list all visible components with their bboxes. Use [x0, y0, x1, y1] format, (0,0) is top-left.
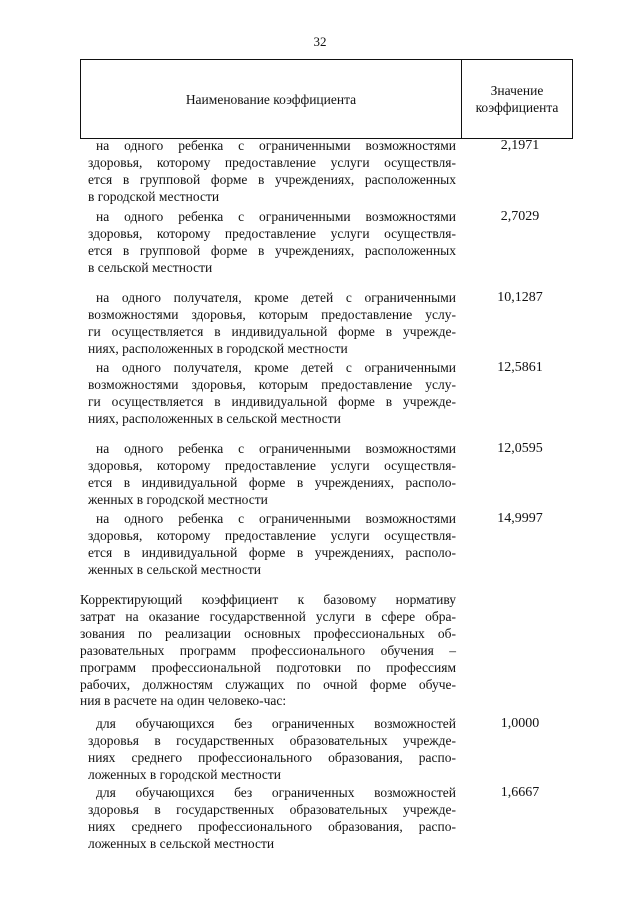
- row-value: 1,6667: [500, 785, 540, 800]
- row-value: 2,1971: [500, 138, 540, 153]
- row-value: 1,0000: [500, 716, 540, 731]
- row-value: 12,0595: [497, 441, 543, 456]
- row-description: [88, 441, 456, 509]
- text-line: возможностями здоровья, которым предоставление услу-: [88, 376, 456, 392]
- text-line: ниях, расположенных в городской местности: [88, 340, 348, 356]
- row-description: [88, 290, 456, 358]
- text-line: здоровья, которому предоставление услуги осуществля-: [88, 457, 456, 473]
- text-line: разовательных программ профессионального обучения –: [80, 642, 456, 658]
- header-value-line1: Значение: [490, 83, 544, 98]
- row-value: 2,7029: [500, 209, 540, 224]
- text-line: ния в расчете на один человеко-час:: [80, 693, 287, 709]
- header-name-column: Наименование коэффициента: [81, 60, 462, 138]
- text-line: на одного ребенка с ограниченными возможностями: [96, 441, 456, 456]
- text-line: ется в индивидуальной форме в учреждениях, располо-: [88, 474, 456, 490]
- text-line: для обучающихся без ограниченных возможностей: [96, 716, 456, 731]
- text-line: затрат на оказание государственной услуги в сфере обра-: [80, 608, 456, 624]
- text-line: ниях среднего профессионального образования, распо-: [88, 818, 456, 834]
- row-description: [88, 138, 456, 206]
- text-line: женных в сельской местности: [88, 561, 261, 577]
- row-description: [88, 716, 456, 784]
- row-description: [88, 360, 456, 428]
- text-line: в городской местности: [88, 188, 220, 204]
- row-description: [88, 209, 456, 277]
- text-line: ложенных в городской местности: [88, 766, 282, 782]
- text-line: ги осуществляется в индивидуальной форме в учрежде-: [88, 323, 456, 339]
- text-line: ется в групповой форме в учреждениях, расположенных: [88, 171, 456, 187]
- text-line: здоровья, которому предоставление услуги осуществля-: [88, 527, 456, 543]
- text-line: возможностями здоровья, которым предоставление услу-: [88, 306, 456, 322]
- row-description: [80, 592, 456, 710]
- text-line: в сельской местности: [88, 259, 213, 275]
- text-line: здоровья в государственных образовательных учрежде-: [88, 801, 456, 817]
- text-line: ложенных в сельской местности: [88, 835, 275, 851]
- text-line: женных в городской местности: [88, 491, 268, 507]
- text-line: ется в групповой форме в учреждениях, расположенных: [88, 242, 456, 258]
- text-line: ги осуществляется в индивидуальной форме в учрежде-: [88, 393, 456, 409]
- text-line: на одного получателя, кроме детей с ограниченными: [96, 290, 456, 305]
- text-line: на одного получателя, кроме детей с ограниченными: [96, 360, 456, 375]
- text-line: рабочих, должностям служащих по очной форме обуче-: [80, 676, 456, 692]
- text-line: для обучающихся без ограниченных возможностей: [96, 785, 456, 800]
- header-value-line2: коэффициента: [475, 100, 559, 115]
- header-value-column: [462, 60, 572, 138]
- text-line: здоровья, которому предоставление услуги осуществля-: [88, 154, 456, 170]
- table-header: [80, 59, 573, 139]
- row-description: [88, 511, 456, 579]
- text-line: на одного ребенка с ограниченными возможностями: [96, 138, 456, 153]
- text-line: ниях среднего профессионального образования, распо-: [88, 749, 456, 765]
- text-line: на одного ребенка с ограниченными возможностями: [96, 511, 456, 526]
- text-line: на одного ребенка с ограниченными возможностями: [96, 209, 456, 224]
- row-description: [88, 785, 456, 853]
- text-line: Корректирующий коэффициент к базовому нормативу: [80, 592, 456, 607]
- row-value: 10,1287: [497, 290, 543, 305]
- text-line: здоровья, которому предоставление услуги осуществля-: [88, 225, 456, 241]
- text-line: ниях, расположенных в сельской местности: [88, 410, 341, 426]
- row-value: 14,9997: [497, 511, 543, 526]
- page-number: 32: [313, 34, 327, 49]
- text-line: ется в индивидуальной форме в учреждениях, располо-: [88, 544, 456, 560]
- text-line: программ профессиональной подготовки по профессиям: [80, 659, 456, 675]
- row-value: 12,5861: [497, 360, 543, 375]
- text-line: зования по реализации основных профессиональных об-: [80, 625, 456, 641]
- text-line: здоровья в государственных образовательных учрежде-: [88, 732, 456, 748]
